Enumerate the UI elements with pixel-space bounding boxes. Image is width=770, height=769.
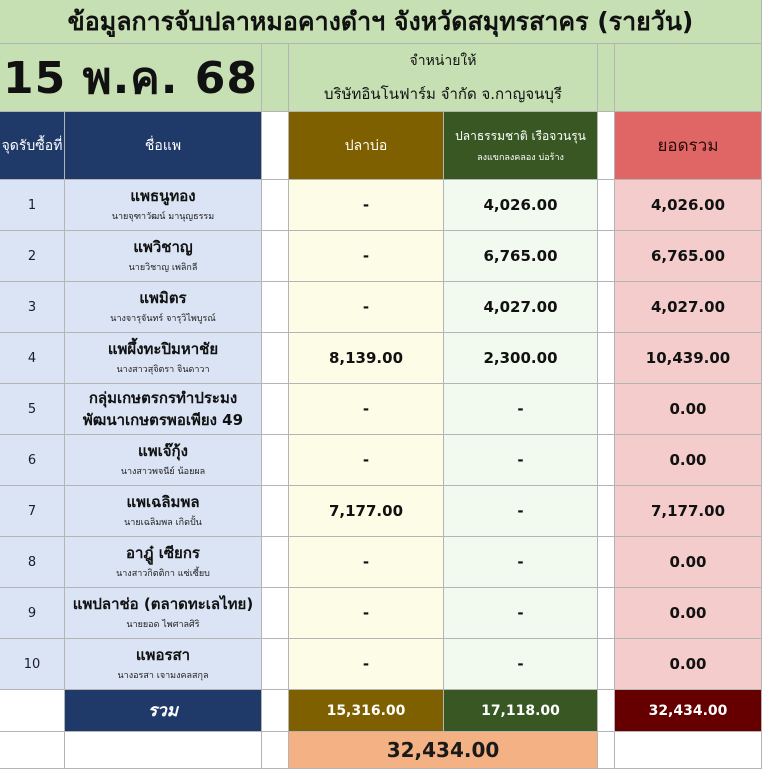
pond-fish-value: - [289,180,444,231]
spacer-cell [262,180,289,231]
total-value: 4,026.00 [615,180,762,231]
raft-owner: นายเฉลิมพล เกิดปั้น [124,518,202,528]
raft-name: อาฎู๋ เซียกร [126,544,200,562]
empty-cell [0,690,65,732]
sheet-title: ข้อมูลการจับปลาหมอคางดำฯ จังหวัดสมุทรสาคร (รายวัน) [0,0,762,44]
spacer-cell [262,384,289,435]
raft-name: แพอรสา [135,646,191,664]
right-margin [762,282,770,333]
raft-owner: นายวิชาญ เพลิกลี [128,263,198,273]
raft-name: กลุ่มเกษตรกรทำประมง [88,389,238,407]
pond-fish-value: - [289,231,444,282]
empty-cell [615,732,762,769]
pond-fish-value: 8,139.00 [289,333,444,384]
natural-fish-value: - [444,435,598,486]
total-value: 0.00 [615,384,762,435]
right-margin [762,0,770,44]
spacer-cell [262,112,289,180]
right-margin [762,384,770,435]
raft-cell [65,333,262,384]
right-margin [762,639,770,690]
empty-cell [615,44,762,112]
raft-name: แพวิชาญ [133,238,193,256]
total-value: 4,027.00 [615,282,762,333]
spacer-cell [262,486,289,537]
raft-owner: นางสาวพจนีย์ น้อยผล [120,467,206,477]
spacer-cell [262,537,289,588]
right-margin [762,180,770,231]
empty-cell [65,732,262,769]
raft-cell [65,639,262,690]
raft-cell [65,537,262,588]
raft-cell [65,180,262,231]
spacer-cell [598,231,615,282]
right-margin [762,435,770,486]
spacer-cell [262,231,289,282]
row-number: 9 [0,588,65,639]
spacer-cell [598,639,615,690]
total-value: 0.00 [615,639,762,690]
natural-fish-value: 2,300.00 [444,333,598,384]
header-natural-fish-title: ปลาธรรมชาติ เรือจวนรุน [455,129,586,143]
row-number: 8 [0,537,65,588]
right-margin [762,732,770,769]
header-total: ยอดรวม [615,112,762,180]
row-number: 7 [0,486,65,537]
total-label: รวม [65,690,262,732]
raft-owner: นายยอด ไพศาลศิริ [126,620,200,630]
right-margin [762,537,770,588]
spacer-cell [262,435,289,486]
raft-cell [65,384,262,435]
spacer-cell [598,537,615,588]
natural-fish-value: - [444,588,598,639]
header-raft-name: ชื่อแพ [65,112,262,180]
natural-fish-value: 4,026.00 [444,180,598,231]
spacer-cell [598,180,615,231]
spacer-cell [262,732,289,769]
header-point: จุดรับซื้อที่ [0,112,65,180]
pond-fish-value: - [289,537,444,588]
total-value: 7,177.00 [615,486,762,537]
natural-fish-value: 6,765.00 [444,231,598,282]
total-value: 0.00 [615,435,762,486]
spacer-cell [598,486,615,537]
report-date: 15 พ.ค. 68 [0,44,262,112]
spacer-cell [598,112,615,180]
header-pond-fish: ปลาบ่อ [289,112,444,180]
total-natural-fish: 17,118.00 [444,690,598,732]
buyer-label: จำหน่ายให้ [409,52,477,69]
grand-total-value: 32,434.00 [289,732,598,769]
total-pond-fish: 15,316.00 [289,690,444,732]
spacer-cell [598,282,615,333]
total-value: 10,439.00 [615,333,762,384]
row-number: 4 [0,333,65,384]
raft-name: แพเจ๊กุ้ง [138,442,188,460]
raft-owner: นางสาวสุจิตรา จินดาวา [116,365,210,375]
total-value: 0.00 [615,537,762,588]
right-margin [762,112,770,180]
total-value: 6,765.00 [615,231,762,282]
raft-cell [65,282,262,333]
natural-fish-value: - [444,384,598,435]
raft-name: แพผึ้งทะปิมหาชัย [107,340,219,358]
pond-fish-value: 7,177.00 [289,486,444,537]
header-natural-fish-subtitle: ลงแขกลงคลอง บ่อร้าง [477,153,564,163]
pond-fish-value: - [289,588,444,639]
natural-fish-value: 4,027.00 [444,282,598,333]
right-margin [762,231,770,282]
total-value: 0.00 [615,588,762,639]
spacer-cell [262,588,289,639]
spacer-cell [598,44,615,112]
spacer-cell [262,282,289,333]
row-number: 6 [0,435,65,486]
raft-name: แพมิตร [139,289,187,307]
pond-fish-value: - [289,282,444,333]
spacer-cell [262,44,289,112]
spacer-cell [598,384,615,435]
raft-name: แพปลาช่อ (ตลาดทะเลไทย) [72,595,254,613]
pond-fish-value: - [289,384,444,435]
pond-fish-value: - [289,435,444,486]
empty-cell [0,732,65,769]
total-sum: 32,434.00 [615,690,762,732]
spacer-cell [598,435,615,486]
spacer-cell [598,333,615,384]
right-margin [762,588,770,639]
natural-fish-value: - [444,639,598,690]
raft-name: แพเฉลิมพล [126,493,200,511]
right-margin [762,690,770,732]
raft-owner: นางสาวกิตติกา แซ่เซี้ยบ [116,569,210,579]
raft-cell [65,231,262,282]
row-number: 2 [0,231,65,282]
right-margin [762,486,770,537]
row-number: 10 [0,639,65,690]
spacer-cell [598,588,615,639]
buyer-company: บริษัทอินโนฟาร์ม จำกัด จ.กาญจนบุรี [324,84,562,103]
raft-cell [65,435,262,486]
raft-owner: นายจุฑาวัฒน์ มานุญธรรม [111,212,215,222]
natural-fish-value: - [444,486,598,537]
right-margin [762,44,770,112]
row-number: 3 [0,282,65,333]
raft-cell [65,588,262,639]
row-number: 1 [0,180,65,231]
natural-fish-value: - [444,537,598,588]
raft-owner: นางจารุจันทร์ จารุวิไพบูรณ์ [110,314,216,324]
raft-cell [65,486,262,537]
header-natural-fish [444,112,598,180]
spacer-cell [262,639,289,690]
pond-fish-value: - [289,639,444,690]
buyer-info [289,44,598,112]
spacer-cell [598,690,615,732]
spacer-cell [598,732,615,769]
raft-owner: นางอรสา เจามงคลสกุล [117,671,209,681]
spacer-cell [262,333,289,384]
right-margin [762,333,770,384]
raft-name-line2: พัฒนาเกษตรพอเพียง 49 [82,411,244,429]
spacer-cell [262,690,289,732]
row-number: 5 [0,384,65,435]
raft-name: แพธนูทอง [130,187,196,205]
